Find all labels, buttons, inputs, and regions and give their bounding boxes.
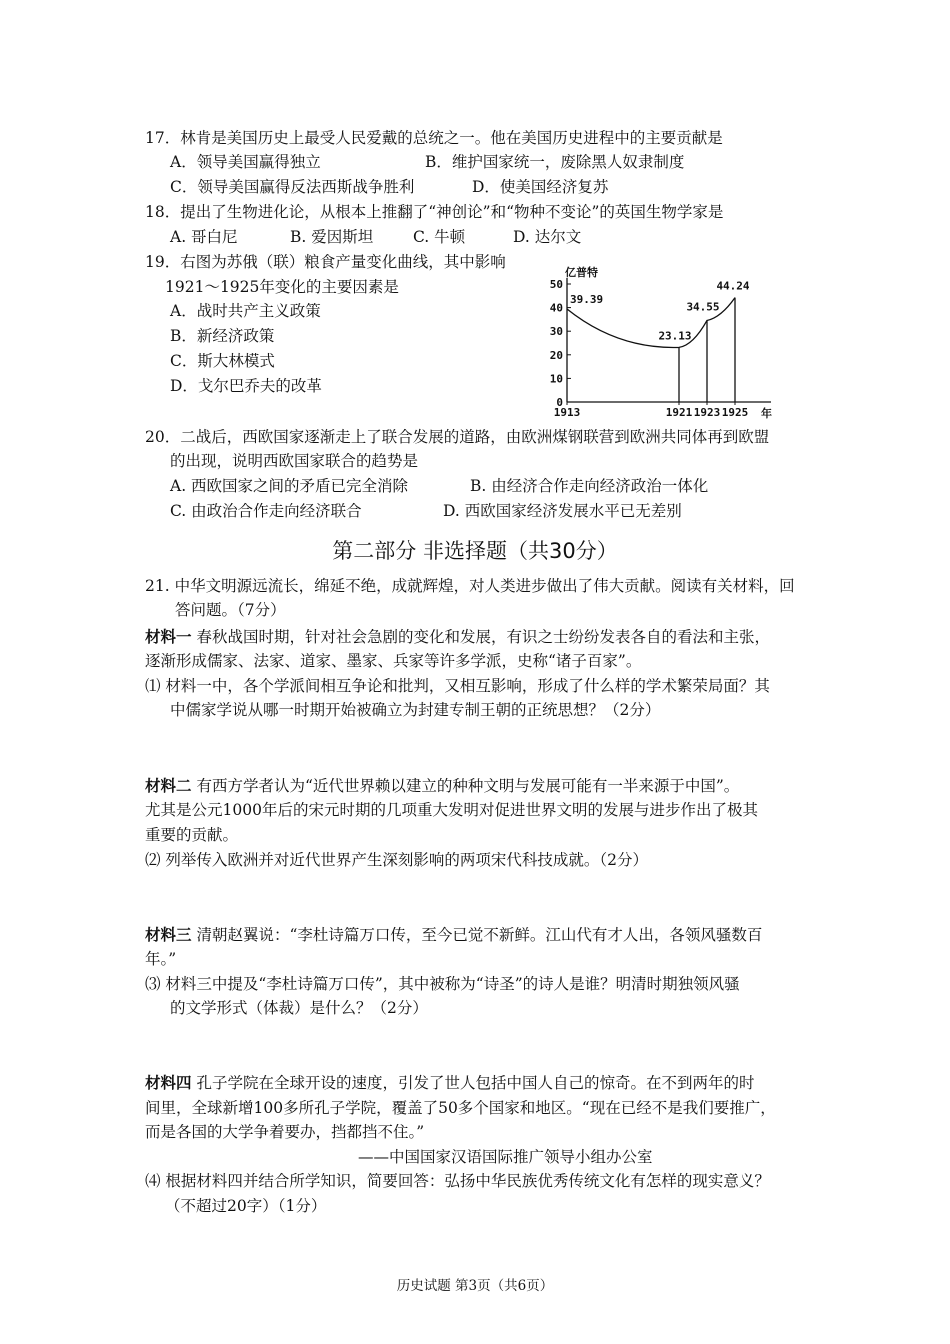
q20-stem-line2: 的出现，说明西欧国家联合的趋势是 [170, 452, 419, 470]
chart-y-tick-label: 50 [549, 278, 563, 291]
q20-option-b: B. 由经济合作走向经济政治一体化 [470, 477, 709, 495]
sub-question-3-line1: ⑶ 材料三中提及“李杜诗篇万口传”，其中被称为“诗圣”的诗人是谁？明清时期独领风骚 [145, 975, 740, 993]
q18-option-b: B. 爱因斯坦 [290, 228, 374, 246]
chart-data-label: 23.13 [658, 329, 692, 343]
material-1-text: 春秋战国时期，针对社会急剧的变化和发展，有识之士纷纷发表各自的看法和主张， [191, 628, 770, 646]
material-2-label: 材料二 [145, 776, 192, 795]
q19-option-c: C．斯大林模式 [170, 352, 275, 370]
page-footer: 历史试题 第3页（共6页） [396, 1278, 554, 1294]
material-4-source: ——中国国家汉语国际推广领导小组办公室 [358, 1148, 653, 1166]
material-2-line2: 尤其是公元1000年后的宋元时期的几项重大发明对促进世界文明的发展与进步作出了极其 [145, 801, 758, 819]
part2-title: 第二部分 非选择题（共30分） [332, 539, 618, 563]
sub-question-2: ⑵ 列举传入欧洲并对近代世界产生深刻影响的两项宋代科技成就。（2分） [145, 851, 649, 869]
chart-y-tick-label: 40 [549, 301, 563, 315]
chart-x-tick-label: 1913 [553, 406, 581, 419]
sub-question-1-line1: ⑴ 材料一中，各个学派间相互争论和批判，又相互影响，形成了什么样的学术繁荣局面？其 [145, 677, 770, 695]
material-1 [145, 627, 770, 647]
sub-question-4-line2: （不超过20字）（1分） [165, 1197, 327, 1215]
material-2-line3: 重要的贡献。 [145, 826, 239, 844]
material-2-text: 有西方学者认为“近代世界赖以建立的种种文明与发展可能有一半来源于中国”。 [191, 777, 740, 795]
q19-option-b: B．新经济政策 [170, 327, 275, 345]
q21-intro-line2: 答问题。（7分） [175, 601, 286, 619]
chart-data-label: 34.55 [686, 300, 720, 314]
q19-stem-line1: 19．右图为苏俄（联）粮食产量变化曲线，其中影响 [145, 253, 506, 271]
q20-option-d: D. 西欧国家经济发展水平已无差别 [443, 502, 682, 520]
material-3 [145, 925, 762, 945]
material-4-label: 材料四 [145, 1073, 192, 1092]
q17-option-b: B．维护国家统一，废除黑人奴隶制度 [425, 153, 685, 171]
chart-x-tick-label: 1921 [665, 406, 693, 419]
q17-option-d: D．使美国经济复苏 [472, 178, 609, 196]
chart-data-label: 39.39 [570, 293, 604, 307]
chart-data-label: 44.24 [716, 279, 750, 293]
grain-output-chart [535, 262, 785, 422]
material-4-line3: 而是各国的大学争着要办，挡都挡不住。” [145, 1123, 425, 1141]
q17-option-a: A．领导美国赢得独立 [170, 153, 321, 171]
material-1-line2: 逐渐形成儒家、法家、道家、墨家、兵家等许多学派，史称“诸子百家”。 [145, 652, 642, 670]
material-4-text: 孔子学院在全球开设的速度，引发了世人包括中国人自己的惊奇。在不到两年的时 [191, 1074, 755, 1092]
q19-option-a: A．战时共产主义政策 [170, 302, 321, 320]
material-3-line2: 年。” [145, 950, 177, 968]
material-3-label: 材料三 [145, 925, 192, 944]
q18-stem: 18．提出了生物进化论，从根本上推翻了“神创论”和“物种不变论”的英国生物学家是 [145, 203, 724, 221]
q19-stem-line2: 1921～1925年变化的主要因素是 [165, 278, 399, 296]
material-4 [145, 1073, 754, 1093]
sub-question-3-line2: 的文学形式（体裁）是什么？（2分） [170, 999, 428, 1017]
chart-y-tick-label: 10 [549, 372, 563, 386]
material-3-text: 清朝赵翼说：“李杜诗篇万口传，至今已觉不新鲜。江山代有才人出，各领风骚数百 [191, 926, 763, 944]
chart-x-tick-label: 1923 [693, 406, 721, 419]
q17-option-c: C．领导美国赢得反法西斯战争胜利 [170, 178, 415, 196]
q18-option-a: A. 哥白尼 [170, 228, 238, 246]
material-1-label: 材料一 [145, 627, 192, 646]
chart-x-tick-label: 1925 [721, 406, 749, 419]
chart-y-tick-label: 30 [549, 325, 563, 339]
chart-y-tick-label: 20 [549, 348, 563, 362]
chart-x-axis-label: 年 [761, 407, 772, 420]
q19-option-d: D．戈尔巴乔夫的改革 [170, 377, 322, 395]
q20-stem-line1: 20．二战后，西欧国家逐渐走上了联合发展的道路，由欧洲煤钢联营到欧洲共同体再到欧盟 [145, 428, 770, 446]
q20-option-c: C. 由政治合作走向经济联合 [170, 502, 362, 520]
chart-y-axis-label: 亿普特 [565, 266, 598, 279]
material-4-line2: 间里，全球新增100多所孔子学院，覆盖了50多个国家和地区。“现在已经不是我们要推广， [145, 1099, 776, 1117]
sub-question-4-line1: ⑷ 根据材料四并结合所学知识，简要回答：弘扬中华民族优秀传统文化有怎样的现实意义？ [145, 1172, 770, 1190]
q20-option-a: A. 西欧国家之间的矛盾已完全消除 [170, 477, 409, 495]
q21-intro-line1: 21. 中华文明源远流长，绵延不绝，成就辉煌，对人类进步做出了伟大贡献。阅读有关材料，回 [145, 577, 795, 595]
material-2 [145, 776, 739, 796]
sub-question-1-line2: 中儒家学说从哪一时期开始被确立为封建专制王朝的正统思想？（2分） [170, 701, 661, 719]
q18-option-c: C. 牛顿 [413, 228, 466, 246]
q18-option-d: D. 达尔文 [513, 228, 582, 246]
chart-y-tick-label: 0 [556, 396, 563, 409]
q17-stem: 17．林肯是美国历史上最受人民爱戴的总统之一。他在美国历史进程中的主要贡献是 [145, 129, 723, 147]
